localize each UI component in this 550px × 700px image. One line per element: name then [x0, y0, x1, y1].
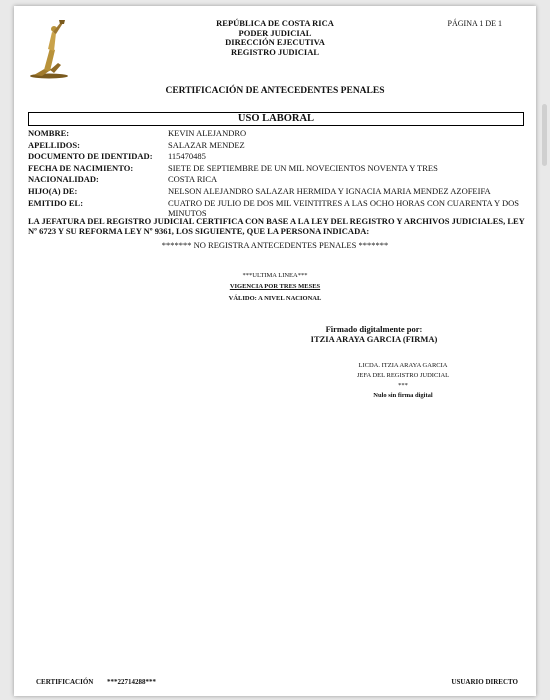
validity-period: VIGENCIA POR TRES MESES [229, 283, 321, 290]
header-line-judicial-power: PODER JUDICIAL [238, 27, 312, 38]
signer-name: ITZIA ARAYA GARCIA (FIRMA) [310, 334, 438, 344]
field-label: DOCUMENTO DE IDENTIDAD: [28, 151, 153, 162]
signatory-name: LICDA. ITZIA ARAYA GARCIA [358, 362, 448, 369]
field-row-name [28, 128, 528, 138]
field-label: APELLIDOS: [28, 139, 80, 150]
field-row-parents [28, 186, 528, 196]
field-label: HIJO(A) DE: [28, 185, 78, 196]
digital-signature-block [311, 324, 438, 344]
field-value: SIETE DE SEPTIEMBRE DE UN MIL NOVECIENTOS NOVENTA Y TRES [168, 162, 438, 173]
vertical-scrollbar[interactable] [542, 104, 547, 166]
page-indicator: PÁGINA 1 DE 1 [447, 19, 502, 28]
field-value: SALAZAR MENDEZ [168, 139, 245, 150]
certification-declaration: LA JEFATURA DEL REGISTRO JUDICIAL CERTIFICA CON BASE A LA LEY DEL REGISTRO Y ARCHIVOS JUDICIALES, LEY Nº 6723 Y SU REFORMA LEY Nº 9361, LOS SIGUIENTE, QUE LA PERSONA INDICADA: [28, 216, 525, 236]
field-value: COSTA RICA [168, 174, 218, 185]
digital-signature-note: Nulo sin firma digital [373, 392, 433, 399]
field-row-birth-date [28, 163, 528, 173]
document-page [14, 6, 536, 696]
field-value: NELSON ALEJANDRO SALAZAR HERMIDA Y IGNACIA MARIA MENDEZ AZOFEIFA [168, 185, 491, 196]
signed-by-label: Firmado digitalmente por: [325, 324, 423, 334]
purpose-box: USO LABORAL [28, 112, 524, 126]
field-label: NOMBRE: [28, 128, 70, 138]
field-label: EMITIDO EL: [28, 197, 84, 208]
validity-scope: VÁLIDO: A NIVEL NACIONAL [228, 295, 322, 302]
certificate-title: CERTIFICACIÓN DE ANTECEDENTES PENALES [165, 86, 385, 96]
field-value: CUATRO DE JULIO DE DOS MIL VEINTITRES A LAS OCHO HORAS CON CUARENTA Y DOS MINUTOS [168, 197, 519, 218]
field-row-issued [28, 198, 528, 218]
footer-cert-label: CERTIFICACIÓN [36, 678, 94, 686]
signatory-block [357, 361, 449, 401]
personal-data-fields [28, 128, 528, 219]
header-line-judicial-registry: REGISTRO JUDICIAL [230, 46, 320, 57]
signatory-role: JEFA DEL REGISTRO JUDICIAL [356, 372, 450, 379]
field-row-surnames [28, 140, 528, 150]
field-value: KEVIN ALEJANDRO [168, 128, 247, 138]
header-line-executive-direction: DIRECCIÓN EJECUTIVA [225, 37, 325, 47]
header-line-republic: REPÚBLICA DE COSTA RICA [216, 18, 334, 28]
field-label: FECHA DE NACIMIENTO: [28, 162, 134, 173]
result-statement: ******* NO REGISTRA ANTECEDENTES PENALES ******* [161, 240, 389, 250]
last-line-marker: ***ULTIMA LINEA*** [242, 272, 308, 279]
footer-cert-number: ***22714288*** [107, 678, 156, 686]
field-row-id-document [28, 151, 528, 161]
footer-user-type: USUARIO DIRECTO [451, 678, 518, 686]
field-label: NACIONALIDAD: [28, 174, 99, 185]
field-value: 115470485 [168, 151, 206, 162]
field-row-nationality [28, 174, 528, 184]
signatory-stars: *** [398, 382, 408, 389]
